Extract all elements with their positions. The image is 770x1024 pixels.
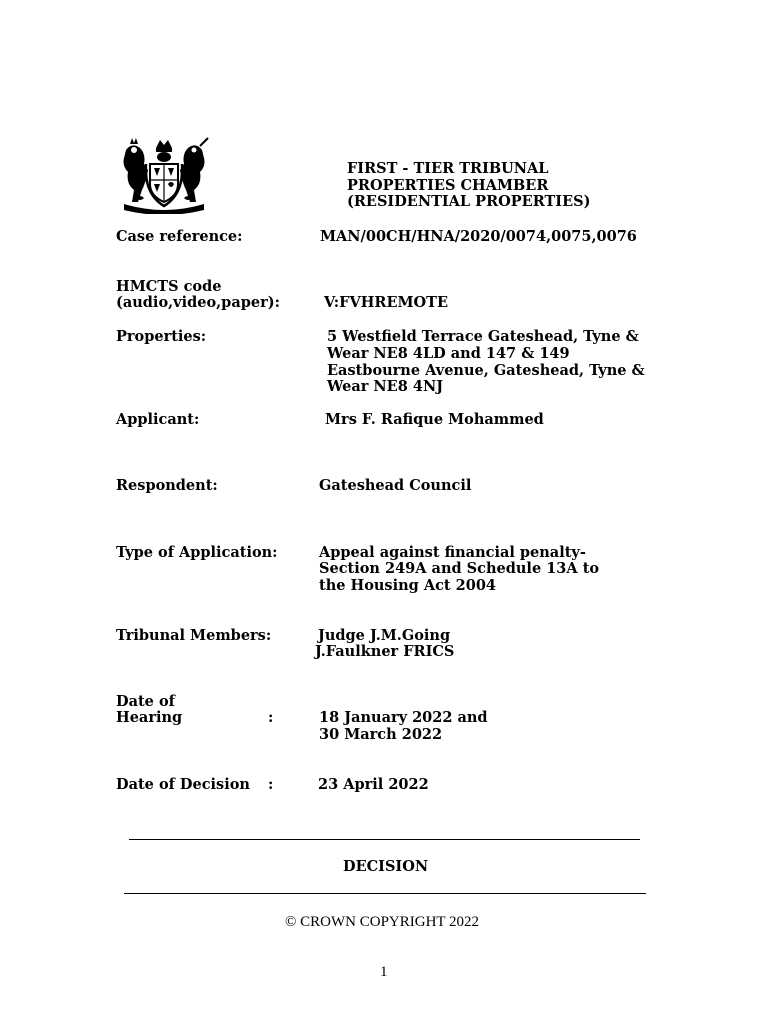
date-of-hearing-colon: : xyxy=(268,709,274,726)
type-of-application-line-1: Appeal against financial penalty- xyxy=(319,544,586,561)
properties-line-4: Wear NE8 4NJ xyxy=(327,378,444,395)
type-of-application-label: Type of Application: xyxy=(116,544,278,561)
date-of-hearing-label-line-2: Hearing xyxy=(116,709,183,726)
tribunal-member-2: J.Faulkner FRICS xyxy=(315,643,455,660)
page-number: 1 xyxy=(380,964,388,980)
respondent-value: Gateshead Council xyxy=(319,477,472,494)
hmcts-code-label-line-2: (audio,video,paper): xyxy=(116,294,280,311)
heading-line-3: (RESIDENTIAL PROPERTIES) xyxy=(347,193,591,210)
hmcts-code-label-line-1: HMCTS code xyxy=(116,278,222,295)
tribunal-member-1: Judge J.M.Going xyxy=(318,627,451,644)
date-of-hearing-line-2: 30 March 2022 xyxy=(319,726,443,743)
copyright-notice: © CROWN COPYRIGHT 2022 xyxy=(285,914,480,930)
hmcts-code-value: V:FVHREMOTE xyxy=(324,294,449,311)
royal-coat-of-arms-icon xyxy=(116,136,212,214)
tribunal-heading xyxy=(347,161,590,211)
date-of-decision-value: 23 April 2022 xyxy=(318,776,429,793)
date-of-decision-label: Date of Decision xyxy=(116,776,250,793)
type-of-application-line-2: Section 249A and Schedule 13A to xyxy=(319,560,600,577)
date-of-hearing-label-line-1: Date of xyxy=(116,693,175,710)
respondent-label: Respondent: xyxy=(116,477,218,494)
applicant-label: Applicant: xyxy=(116,411,200,428)
case-reference-label: Case reference: xyxy=(116,228,243,245)
applicant-value: Mrs F. Rafique Mohammed xyxy=(325,411,544,428)
properties-line-2: Wear NE8 4LD and 147 & 149 xyxy=(327,345,570,362)
date-of-decision-colon: : xyxy=(268,776,274,793)
properties-label: Properties: xyxy=(116,328,207,345)
decision-title: DECISION xyxy=(343,858,429,875)
heading-line-2: PROPERTIES CHAMBER xyxy=(347,176,549,194)
case-reference-value: MAN/00CH/HNA/2020/0074,0075,0076 xyxy=(320,228,637,245)
type-of-application-line-3: the Housing Act 2004 xyxy=(319,577,497,594)
properties-line-1: 5 Westfield Terrace Gateshead, Tyne & xyxy=(327,328,639,345)
date-of-hearing-line-1: 18 January 2022 and xyxy=(319,709,488,726)
properties-line-3: Eastbourne Avenue, Gateshead, Tyne & xyxy=(327,362,645,379)
heading-line-1: FIRST - TIER TRIBUNAL xyxy=(347,160,549,177)
tribunal-members-label: Tribunal Members: xyxy=(116,627,272,644)
divider-bottom xyxy=(124,893,646,894)
divider-top xyxy=(129,839,640,840)
